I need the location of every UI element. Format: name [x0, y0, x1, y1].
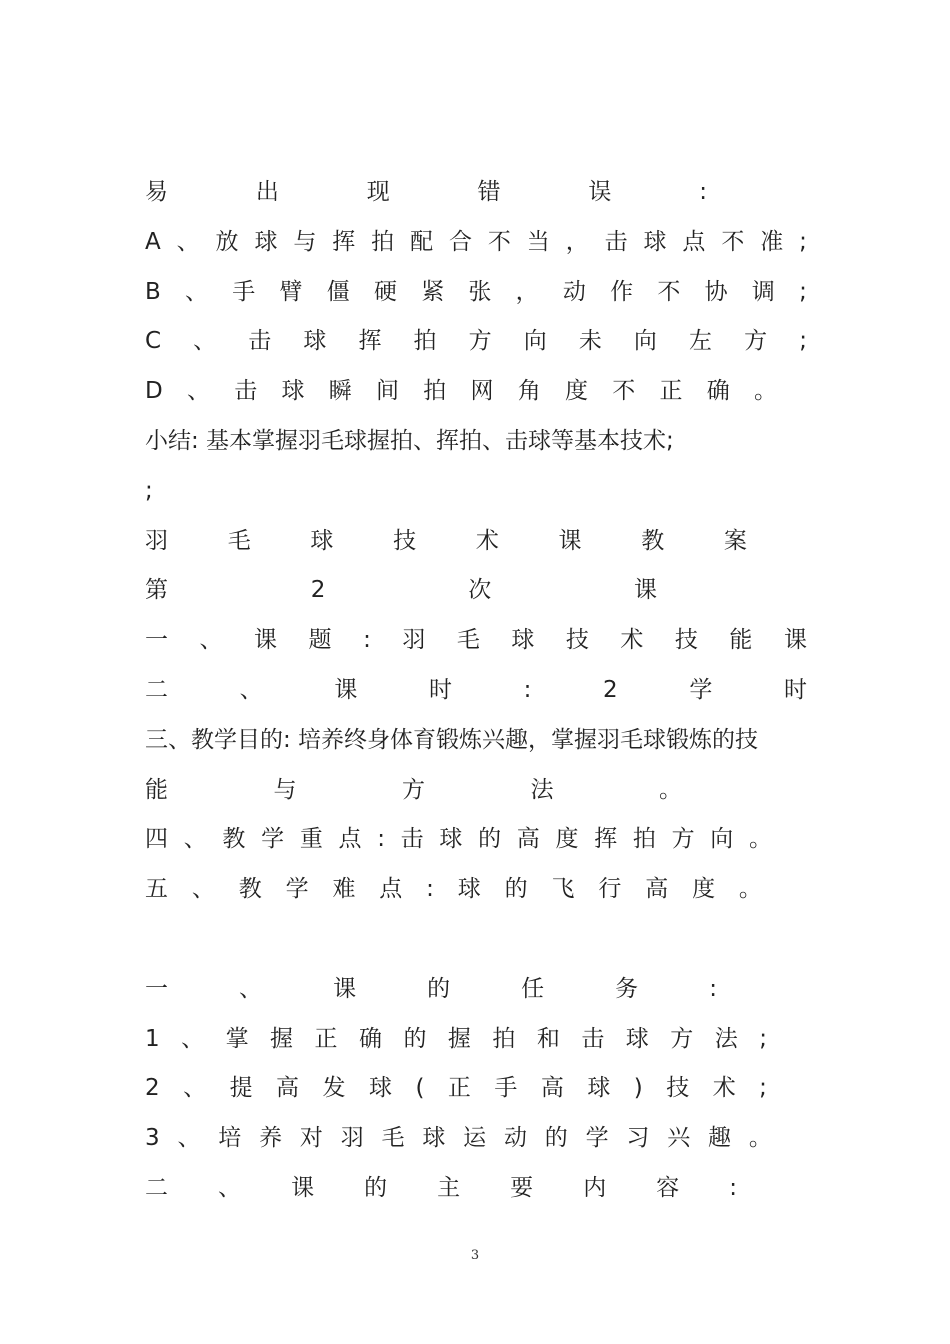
text-token: 小结: 基本掌握羽毛球握拍、挥拍、击球等基本技术;	[145, 428, 674, 454]
text-token: 技	[674, 627, 698, 654]
text-token: 要	[510, 1175, 534, 1201]
text-token: 点	[379, 876, 403, 903]
text-token: 握	[447, 1025, 471, 1052]
text-token: 、	[181, 1025, 205, 1052]
text-token: ，	[565, 228, 589, 255]
text-line	[145, 775, 682, 805]
text-token: 内	[583, 1175, 607, 1201]
text-token: 动	[562, 278, 586, 305]
text-token: 课	[783, 627, 807, 654]
text-token: )	[633, 1075, 643, 1102]
text-token: 高	[276, 1075, 300, 1102]
text-line	[145, 1073, 767, 1103]
text-token: 和	[536, 1025, 560, 1052]
text-token: 能	[145, 776, 168, 803]
text-token: :	[699, 179, 707, 205]
text-token: 高	[516, 826, 540, 853]
text-token: 术	[475, 527, 499, 554]
text-token: 合	[448, 228, 472, 255]
text-token: 二	[145, 1175, 168, 1201]
text-token: 第	[145, 577, 168, 604]
text-token: 出	[255, 179, 279, 205]
text-token: 教	[238, 876, 262, 903]
text-token: 趣	[708, 1125, 732, 1152]
text-line	[145, 1024, 767, 1054]
text-token: 球	[254, 228, 278, 255]
text-token: 与	[293, 228, 317, 255]
text-token: 球	[457, 876, 481, 903]
text-token: 方	[671, 826, 695, 853]
text-token: 课	[558, 527, 582, 554]
text-token: 1	[145, 1025, 160, 1052]
text-token: 课	[333, 975, 357, 1002]
text-token: (	[415, 1075, 425, 1102]
text-token: 时	[783, 677, 807, 703]
text-token: 羽	[340, 1125, 364, 1152]
text-token: 高	[540, 1075, 564, 1102]
text-token: 技	[393, 527, 417, 554]
text-token: 紧	[421, 278, 445, 305]
text-token: 2	[310, 577, 326, 604]
text-token: 、	[239, 975, 263, 1002]
text-token: 技	[565, 627, 589, 654]
text-token: 动	[503, 1125, 527, 1152]
text-token: 兴	[667, 1125, 691, 1152]
text-token: 课	[633, 577, 657, 604]
text-line	[145, 625, 807, 655]
text-token: 学	[285, 876, 309, 903]
text-token: 不	[487, 228, 511, 255]
text-token: :	[377, 826, 385, 853]
text-token: 提	[229, 1075, 253, 1102]
text-line	[145, 675, 807, 705]
text-token: 羽	[402, 627, 426, 654]
text-token: 放	[215, 228, 239, 255]
text-token: 任	[521, 975, 545, 1002]
text-token: 五	[145, 876, 168, 903]
text-token: 学	[585, 1125, 609, 1152]
text-token: 的	[427, 975, 451, 1002]
text-line	[145, 277, 807, 307]
text-token: 拍	[371, 228, 395, 255]
text-token: 球	[511, 627, 535, 654]
text-token: 发	[322, 1075, 346, 1102]
text-token: 。	[659, 776, 682, 803]
text-token: 、	[199, 627, 223, 654]
text-token: 2	[145, 1075, 160, 1102]
text-token: 毛	[227, 527, 251, 554]
text-token: 作	[610, 278, 634, 305]
text-token: 培	[218, 1125, 242, 1152]
text-token: 球	[303, 328, 327, 355]
text-token: 瞬	[328, 378, 352, 405]
text-token: 球	[310, 527, 334, 554]
text-line	[145, 476, 807, 506]
text-token: 点	[682, 228, 706, 255]
text-line	[145, 227, 807, 257]
text-token: 行	[598, 876, 622, 903]
text-token: 飞	[551, 876, 575, 903]
text-token: 运	[463, 1125, 487, 1152]
text-token: 球	[281, 378, 305, 405]
text-token: ;	[145, 477, 153, 504]
text-token: 球	[625, 1025, 649, 1052]
text-token: 羽	[145, 527, 168, 554]
text-token: 习	[626, 1125, 650, 1152]
text-token: :	[363, 627, 371, 654]
text-token: 拍	[413, 328, 437, 355]
text-token: ，	[515, 278, 539, 305]
text-token: 正	[659, 378, 683, 405]
text-token: 一	[145, 975, 168, 1002]
text-token: 、	[177, 1125, 201, 1152]
text-token: 的	[403, 1025, 427, 1052]
text-line	[145, 326, 807, 356]
text-token: 握	[270, 1025, 294, 1052]
text-token: 击	[248, 328, 272, 355]
text-token: 课	[334, 677, 358, 703]
text-token: 技	[666, 1075, 690, 1102]
text-token: 错	[477, 179, 501, 205]
text-token: 教	[641, 527, 665, 554]
text-token: ;	[799, 278, 807, 305]
text-token: 的	[544, 1125, 568, 1152]
text-token: 球	[587, 1075, 611, 1102]
text-token: 调	[751, 278, 775, 305]
text-token: 的	[364, 1175, 388, 1201]
text-token: 能	[729, 627, 753, 654]
text-token: :	[709, 975, 717, 1002]
text-token: 时	[428, 677, 452, 703]
text-token: 张	[468, 278, 492, 305]
text-token: 球	[439, 826, 463, 853]
text-token: 。	[749, 826, 772, 853]
page-number: 3	[470, 1248, 480, 1263]
text-token: C	[145, 328, 162, 355]
text-token: :	[523, 677, 532, 703]
text-token: 击	[604, 228, 628, 255]
text-token: 容	[656, 1175, 680, 1201]
text-token: 击	[581, 1025, 605, 1052]
text-token: D	[145, 378, 163, 405]
text-line	[145, 974, 717, 1004]
text-token: 、	[176, 228, 200, 255]
text-token: 与	[273, 776, 297, 803]
text-token: 方	[468, 328, 492, 355]
text-token: 点	[338, 826, 362, 853]
text-token: ;	[759, 1025, 767, 1052]
text-token: 准	[760, 228, 784, 255]
text-token: 一	[145, 627, 168, 654]
text-token: 挥	[358, 328, 382, 355]
text-token: 的	[504, 876, 528, 903]
text-token: 正	[447, 1075, 471, 1102]
text-token: 法	[714, 1025, 738, 1052]
text-token: 僵	[326, 278, 350, 305]
text-token: 、	[183, 826, 207, 853]
text-line	[145, 1123, 772, 1153]
text-token: 度	[564, 378, 588, 405]
text-token: 角	[517, 378, 541, 405]
text-token: 击	[234, 378, 258, 405]
text-token: 未	[578, 328, 602, 355]
text-line	[145, 426, 807, 456]
text-token: :	[426, 876, 434, 903]
text-token: 题	[308, 627, 332, 654]
text-token: 对	[299, 1125, 323, 1152]
text-token: 向	[633, 328, 657, 355]
text-line	[145, 177, 707, 207]
text-token: 毛	[456, 627, 480, 654]
text-token: 。	[753, 378, 777, 405]
text-token: 当	[526, 228, 550, 255]
text-token: 3	[145, 1125, 160, 1152]
text-token: 、	[239, 677, 263, 703]
text-token: 拍	[492, 1025, 516, 1052]
text-token: 、	[193, 328, 217, 355]
text-token: 三、教学目的: 培养终身体育锻炼兴趣，掌握羽毛球锻炼的技	[145, 726, 759, 753]
text-token: 四	[145, 826, 168, 853]
text-token: ;	[759, 1075, 767, 1102]
text-token: 方	[670, 1025, 694, 1052]
text-token: 挥	[594, 826, 618, 853]
text-token: 术	[712, 1075, 736, 1102]
text-token: 课	[254, 627, 278, 654]
text-token: 学	[261, 826, 285, 853]
text-token: 臂	[279, 278, 303, 305]
text-token: 掌	[225, 1025, 249, 1052]
text-token: 的	[478, 826, 502, 853]
text-token: 、	[183, 1075, 207, 1102]
text-token: 毛	[381, 1125, 405, 1152]
text-token: 不	[657, 278, 681, 305]
text-token: 正	[314, 1025, 338, 1052]
text-line	[145, 526, 747, 556]
text-token: ;	[799, 328, 807, 355]
text-token: 误	[588, 179, 612, 205]
text-token: 球	[422, 1125, 446, 1152]
text-line	[145, 575, 657, 605]
text-token: 手	[232, 278, 256, 305]
text-token: :	[729, 1175, 737, 1201]
text-token: 主	[437, 1175, 461, 1201]
text-token: 课	[291, 1175, 315, 1201]
text-token: 配	[410, 228, 434, 255]
text-token: 确	[706, 378, 730, 405]
text-token: 。	[738, 876, 762, 903]
text-token: 学	[689, 677, 713, 703]
text-token: 二	[145, 677, 168, 703]
text-token: 击	[400, 826, 424, 853]
text-token: 确	[358, 1025, 382, 1052]
text-line	[145, 725, 807, 755]
text-token: 网	[470, 378, 494, 405]
text-token: 间	[375, 378, 399, 405]
text-token: 向	[710, 826, 734, 853]
text-line	[145, 824, 772, 854]
text-token: 现	[366, 179, 390, 205]
text-token: 球	[643, 228, 667, 255]
text-token: 难	[332, 876, 356, 903]
text-token: 、	[218, 1175, 242, 1201]
text-token: 方	[744, 328, 768, 355]
text-token: 教	[222, 826, 246, 853]
text-token: 务	[615, 975, 639, 1002]
text-token: 易	[145, 179, 168, 205]
text-token: A	[145, 228, 161, 255]
text-token: 重	[299, 826, 323, 853]
text-token: 。	[748, 1125, 772, 1152]
text-token: 挥	[332, 228, 356, 255]
text-token: 协	[704, 278, 728, 305]
text-token: 度	[555, 826, 579, 853]
text-token: 、	[185, 278, 209, 305]
text-token: 术	[620, 627, 644, 654]
text-token: 不	[612, 378, 636, 405]
text-token: 高	[645, 876, 669, 903]
text-token: B	[145, 278, 161, 305]
text-token: 、	[186, 378, 210, 405]
text-token: 、	[191, 876, 215, 903]
text-token: 向	[523, 328, 547, 355]
text-token: 不	[721, 228, 745, 255]
text-token: 次	[468, 577, 492, 604]
text-line	[145, 874, 762, 904]
text-token: ;	[799, 228, 807, 255]
text-token: 左	[689, 328, 712, 355]
text-token: 球	[368, 1075, 392, 1102]
text-token: 法	[530, 776, 554, 803]
text-token: 案	[723, 527, 747, 554]
text-line	[145, 1173, 737, 1203]
text-token: 拍	[632, 826, 656, 853]
text-token: 养	[259, 1125, 283, 1152]
text-token: 手	[494, 1075, 518, 1102]
text-token: 方	[402, 776, 425, 803]
text-token: 度	[692, 876, 716, 903]
text-token: 硬	[373, 278, 397, 305]
text-line	[145, 376, 777, 406]
text-token: 拍	[423, 378, 447, 405]
text-token: 2	[603, 677, 618, 703]
